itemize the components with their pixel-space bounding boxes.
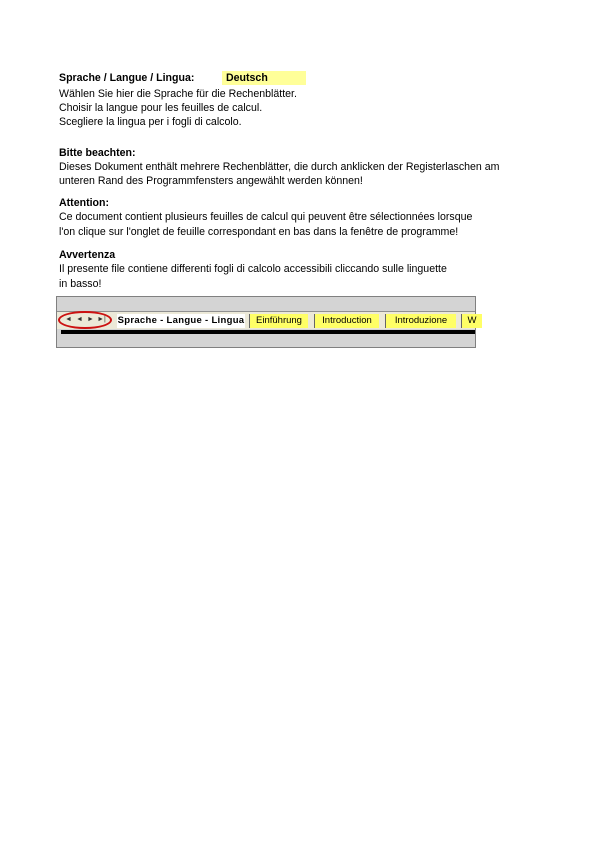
note-de-line-1: Dieses Dokument enthält mehrere Rechenblätter, die durch anklicken der Registerlaschen am bbox=[59, 161, 500, 173]
tab-sprache[interactable]: Sprache - Langue - Lingua bbox=[117, 315, 245, 326]
tab-einfuehrung[interactable]: Einführung bbox=[249, 314, 308, 328]
last-sheet-icon[interactable]: ►| bbox=[97, 316, 106, 323]
tab-introduzione[interactable]: Introduzione bbox=[385, 314, 456, 328]
first-sheet-icon[interactable]: ◄ bbox=[65, 316, 72, 323]
note-fr-line-1: Ce document contient plusieurs feuilles de calcul qui peuvent être sélectionnées lorsque bbox=[59, 211, 473, 223]
tab-more[interactable]: W bbox=[461, 314, 482, 328]
instruction-fr: Choisir la langue pour les feuilles de calcul. bbox=[59, 102, 263, 114]
tabbar-scrollbar bbox=[61, 330, 475, 334]
sheet-tab-bar-illustration bbox=[56, 296, 476, 348]
language-select-cell[interactable]: Deutsch bbox=[222, 71, 306, 85]
language-label: Sprache / Langue / Lingua: bbox=[59, 72, 195, 84]
tab-introduction[interactable]: Introduction bbox=[314, 314, 379, 328]
instruction-de: Wählen Sie hier die Sprache für die Rechenblätter. bbox=[59, 88, 297, 100]
note-heading-de: Bitte beachten: bbox=[59, 147, 136, 159]
note-it-line-2: in basso! bbox=[59, 278, 102, 290]
note-fr-line-2: l'on clique sur l'onglet de feuille correspondant en bas dans la fenêtre de programme! bbox=[59, 226, 459, 238]
note-heading-it: Avvertenza bbox=[59, 249, 116, 261]
note-it-line-1: Il presente file contiene differenti fogli di calcolo accessibili cliccando sulle linguette bbox=[59, 263, 447, 275]
note-de-line-2: unteren Rand des Programmfensters angewählt werden können! bbox=[59, 175, 363, 187]
note-heading-fr: Attention: bbox=[59, 197, 110, 209]
previous-sheet-icon[interactable]: ◄ bbox=[76, 316, 83, 323]
next-sheet-icon[interactable]: ► bbox=[87, 316, 94, 323]
highlight-ellipse bbox=[58, 311, 112, 329]
instruction-it: Scegliere la lingua per i fogli di calcolo. bbox=[59, 116, 242, 128]
